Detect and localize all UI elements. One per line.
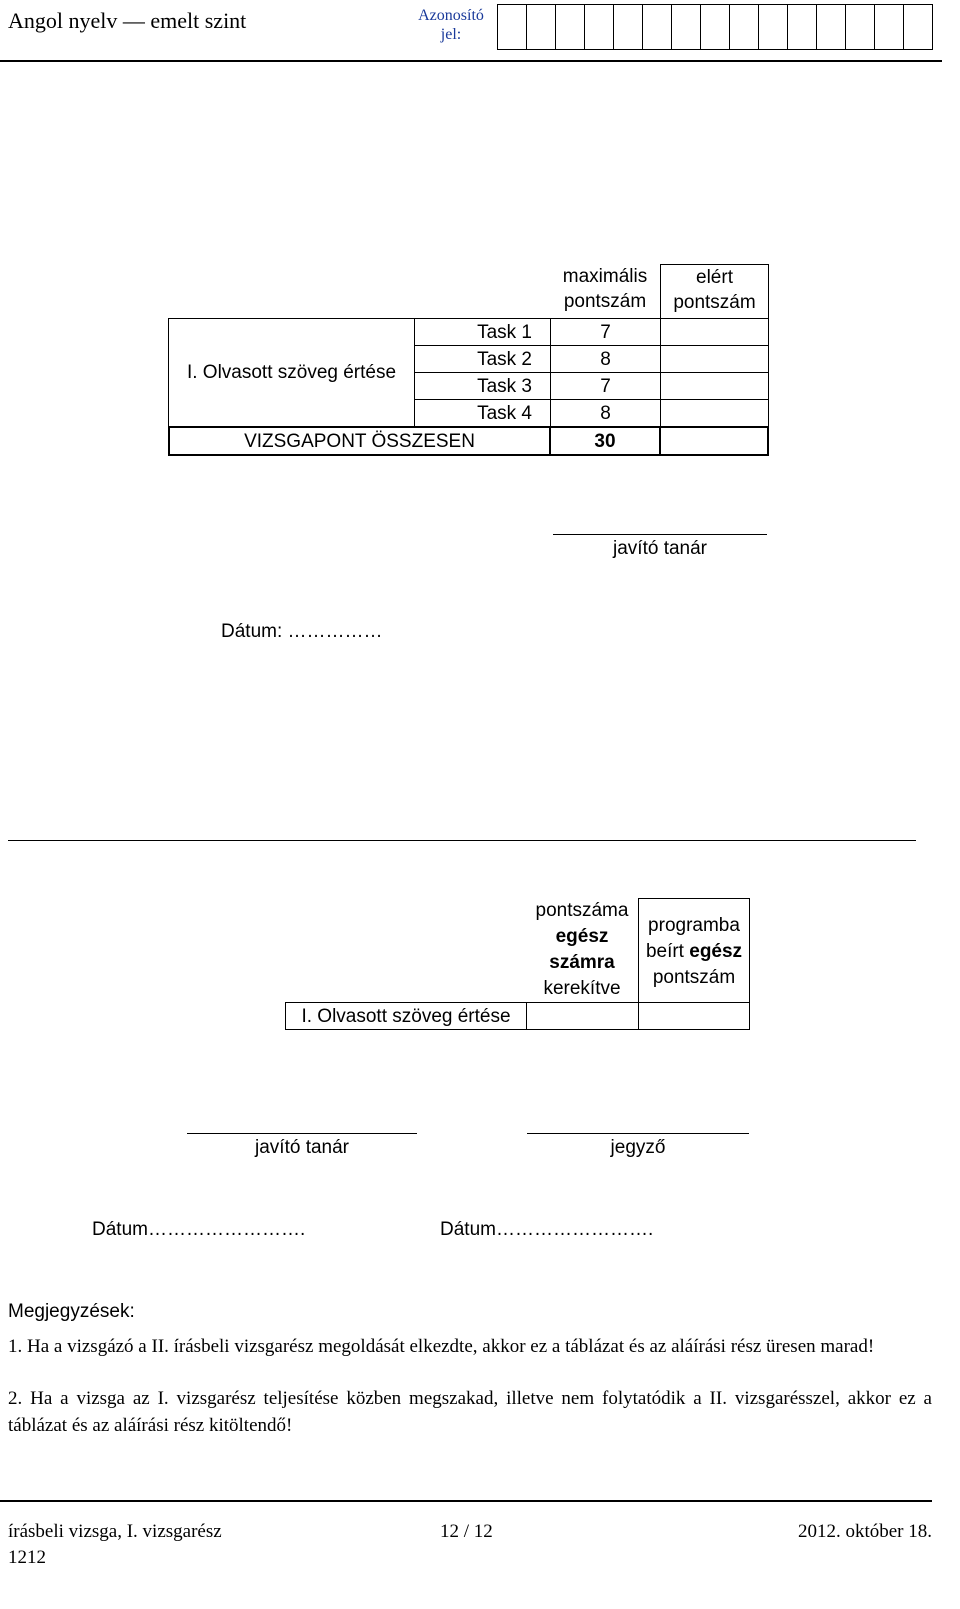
total-achieved-input[interactable] xyxy=(659,426,769,456)
header-rule xyxy=(0,60,942,62)
achieved-points-header: elért pontszám xyxy=(660,264,769,318)
signature-line xyxy=(553,534,767,535)
id-box[interactable] xyxy=(729,4,759,50)
id-box[interactable] xyxy=(555,4,585,50)
task-achieved-input[interactable] xyxy=(660,399,769,427)
total-label: VIZSGAPONT ÖSSZESEN xyxy=(168,426,551,456)
program-points-input[interactable] xyxy=(638,1002,750,1030)
date-field[interactable]: Dátum: …………… xyxy=(221,621,383,642)
task-label: Task 4 xyxy=(414,399,550,427)
date-field-left[interactable]: Dátum……………………. xyxy=(92,1219,306,1240)
task-achieved-input[interactable] xyxy=(660,318,769,345)
footer-code: 1212 xyxy=(8,1547,46,1568)
total-max-points: 30 xyxy=(549,426,661,456)
rounded-points-input[interactable] xyxy=(526,1002,638,1030)
id-box[interactable] xyxy=(758,4,788,50)
signature-line xyxy=(187,1133,417,1134)
id-box[interactable] xyxy=(845,4,875,50)
note-2: 2. Ha a vizsga az I. vizsgarész teljesítése közben megszakad, illetve nem folytatódik a II. vizsgarésszel, akkor ez a táblázat és az aláírási rész kitöltendő! xyxy=(8,1388,932,1436)
id-box[interactable] xyxy=(903,4,933,50)
max-points-header: maximális pontszám xyxy=(562,266,648,312)
section-separator xyxy=(8,840,916,841)
footer-rule xyxy=(0,1500,932,1502)
id-box[interactable] xyxy=(642,4,672,50)
signature-line xyxy=(527,1133,749,1134)
task-label: Task 2 xyxy=(414,345,550,372)
teacher-signature-label: javító tanár xyxy=(613,538,707,559)
section-label: I. Olvasott szöveg értése xyxy=(285,1002,526,1030)
date-field-right[interactable]: Dátum……………………. xyxy=(440,1219,654,1240)
footer-page-number: 12 / 12 xyxy=(440,1521,493,1542)
task-achieved-input[interactable] xyxy=(660,372,769,399)
section-label: I. Olvasott szöveg értése xyxy=(168,318,414,427)
note-1: 1. Ha a vizsgázó a II. írásbeli vizsgarész megoldását elkezdte, akkor ez a táblázat és az aláírási rész üresen marad! xyxy=(8,1336,875,1357)
task-max-points: 8 xyxy=(550,399,660,427)
id-box[interactable] xyxy=(497,4,527,50)
id-box[interactable] xyxy=(671,4,701,50)
task-max-points: 7 xyxy=(550,318,660,345)
id-box[interactable] xyxy=(613,4,643,50)
id-box[interactable] xyxy=(584,4,614,50)
id-box[interactable] xyxy=(816,4,846,50)
id-box[interactable] xyxy=(526,4,556,50)
azonosito-label: Azonosító jel: xyxy=(418,7,484,43)
footer-date: 2012. október 18. xyxy=(797,1521,932,1542)
notes-title: Megjegyzések: xyxy=(8,1301,135,1322)
task-max-points: 8 xyxy=(550,345,660,372)
task-max-points: 7 xyxy=(550,372,660,399)
rounded-points-header: pontszáma egész számra kerekítve xyxy=(535,900,629,999)
task-label: Task 3 xyxy=(414,372,550,399)
footer-exam-type: írásbeli vizsga, I. vizsgarész xyxy=(8,1521,222,1542)
id-box[interactable] xyxy=(874,4,904,50)
teacher-signature-label: javító tanár xyxy=(255,1137,349,1158)
page-header-title: Angol nyelv — emelt szint xyxy=(8,8,247,33)
task-label: Task 1 xyxy=(414,318,550,345)
task-achieved-input[interactable] xyxy=(660,345,769,372)
candidate-id-boxes xyxy=(498,4,933,50)
id-box[interactable] xyxy=(700,4,730,50)
program-points-header: programba beírt egész pontszám xyxy=(638,898,750,1002)
id-box[interactable] xyxy=(787,4,817,50)
registrar-signature-label: jegyző xyxy=(610,1137,666,1158)
